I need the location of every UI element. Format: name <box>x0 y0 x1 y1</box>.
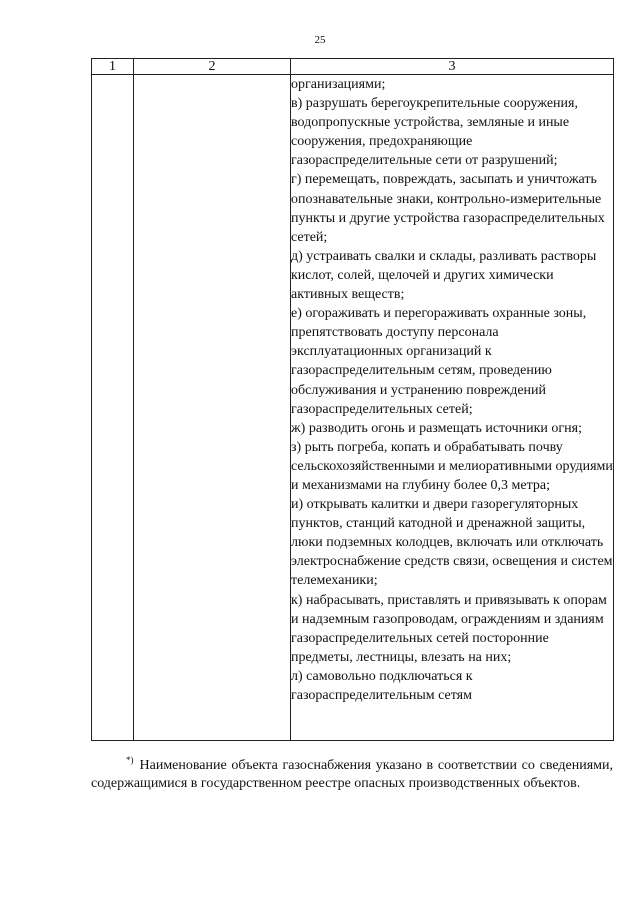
header-col-3: 3 <box>291 59 614 75</box>
list-item: в) разрушать берегоукрепительные сооружения, водопропускные устройства, земляные и иные сооружения, предохраняющие газораспределительные сети от разрушений; <box>291 96 578 169</box>
table-header-row <box>92 59 614 75</box>
list-item: л) самовольно подключаться к газораспределительным сетям <box>291 668 473 703</box>
header-col-1: 1 <box>92 59 134 75</box>
cell-col-1 <box>92 75 134 741</box>
restrictions-table <box>91 58 614 741</box>
list-item: е) огораживать и перегораживать охранные зоны, препятствовать доступу персонала эксплуатационных организаций к газораспределительным сетям, проведению обслуживания и устранению повреждений газораспределительных сетей; <box>291 306 587 417</box>
footnote-marker: *) <box>126 755 134 766</box>
header-col-2: 2 <box>134 59 291 75</box>
list-item: г) перемещать, повреждать, засыпать и уничтожать опознавательные знаки, контрольно-измерительные пункты и другие устройства газораспределительных сетей; <box>291 172 605 245</box>
footnote-text: Наименование объекта газоснабжения указано в соответствии со сведениями, содержащимися в государственном реестре опасных производственных объектов. <box>91 758 613 791</box>
list-item: з) рыть погреба, копать и обрабатывать почву сельскохозяйственными и мелиоративными орудиями и механизмами на глубину более 0,3 метра; <box>291 439 613 493</box>
table-row <box>92 75 614 741</box>
cell-col-2 <box>134 75 291 741</box>
list-item: к) набрасывать, приставлять и привязывать к опорам и надземным газопроводам, ограждениям и зданиям газораспределительных сетей посторонние предметы, лестницы, влезать на них; <box>291 592 607 665</box>
list-item: организациями; <box>291 77 386 92</box>
footnote <box>91 757 613 793</box>
list-item: и) открывать калитки и двери газорегуляторных пунктов, станций катодной и дренажной защиты, люки подземных колодцев, включать или отключать электроснабжение средств связи, освещения и систем телемеханики; <box>291 497 613 589</box>
list-item: ж) разводить огонь и размещать источники огня; <box>291 420 582 436</box>
page-number: 25 <box>314 34 326 46</box>
list-item: д) устраивать свалки и склады, разливать растворы кислот, солей, щелочей и других химически активных веществ; <box>291 248 597 303</box>
cell-col-3 <box>291 75 614 741</box>
